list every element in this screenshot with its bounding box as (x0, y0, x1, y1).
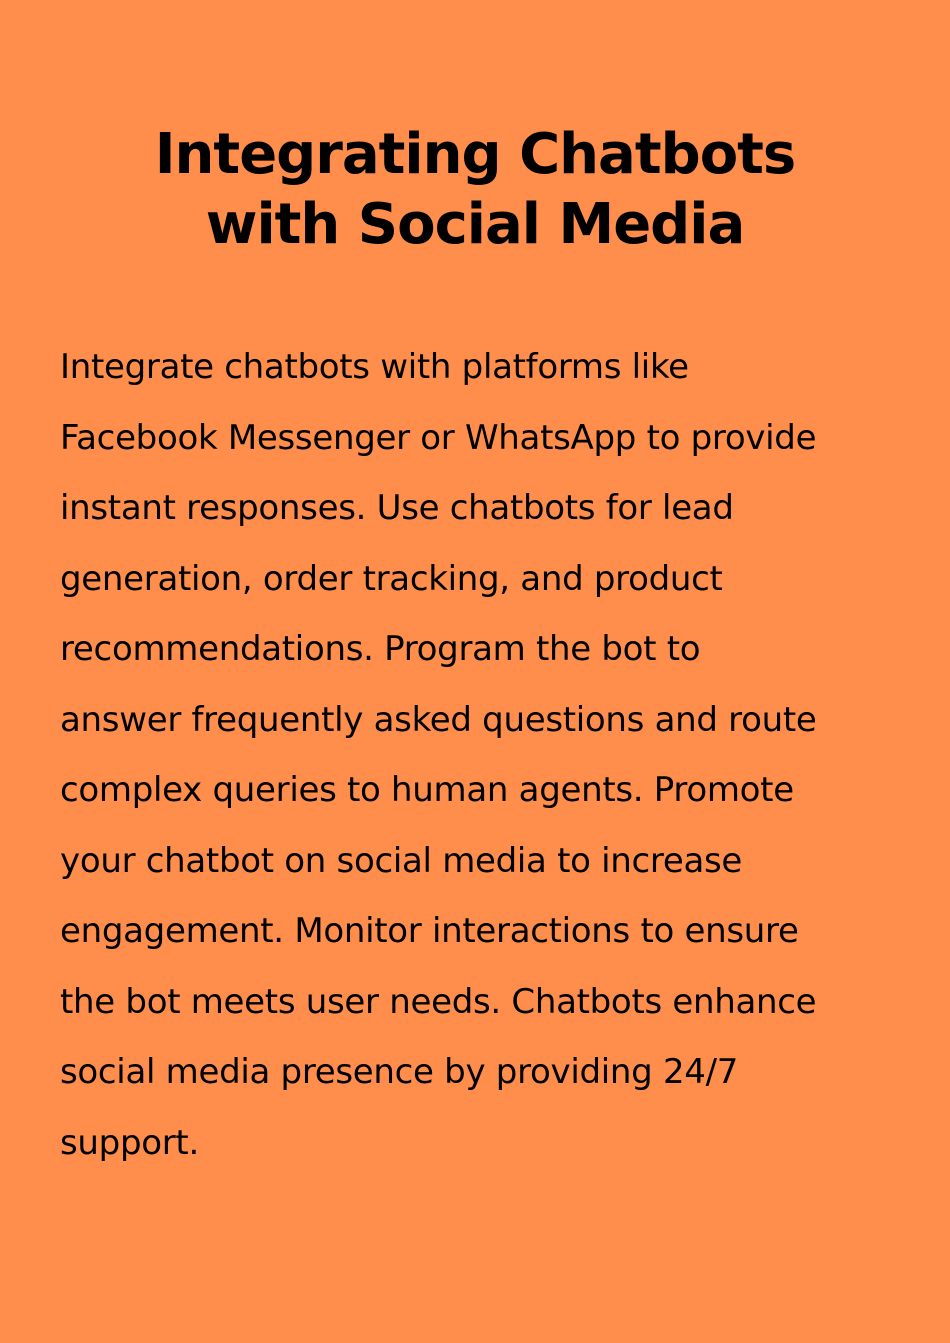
body-line: recommendations. Program the bot to (60, 629, 701, 669)
title-line: with Social Media (205, 192, 745, 257)
body-line: Facebook Messenger or WhatsApp to provide (60, 417, 817, 458)
body-paragraph (60, 332, 900, 1178)
body-line: the bot meets user needs. Chatbots enhance (60, 981, 817, 1022)
body-line: Integrate chatbots with platforms like (60, 347, 689, 387)
page-title (0, 120, 950, 260)
title-line: Integrating Chatbots (154, 122, 796, 187)
body-line: complex queries to human agents. Promote (60, 770, 794, 810)
body-line: instant responses. Use chatbots for lead (60, 488, 734, 528)
body-line: support. (60, 1122, 199, 1163)
body-line: engagement. Monitor interactions to ensure (60, 911, 799, 951)
body-line: answer frequently asked questions and route (60, 699, 817, 740)
body-line: social media presence by providing 24/7 (60, 1052, 739, 1092)
body-line: generation, order tracking, and product (60, 558, 723, 599)
body-line: your chatbot on social media to increase (60, 840, 743, 881)
